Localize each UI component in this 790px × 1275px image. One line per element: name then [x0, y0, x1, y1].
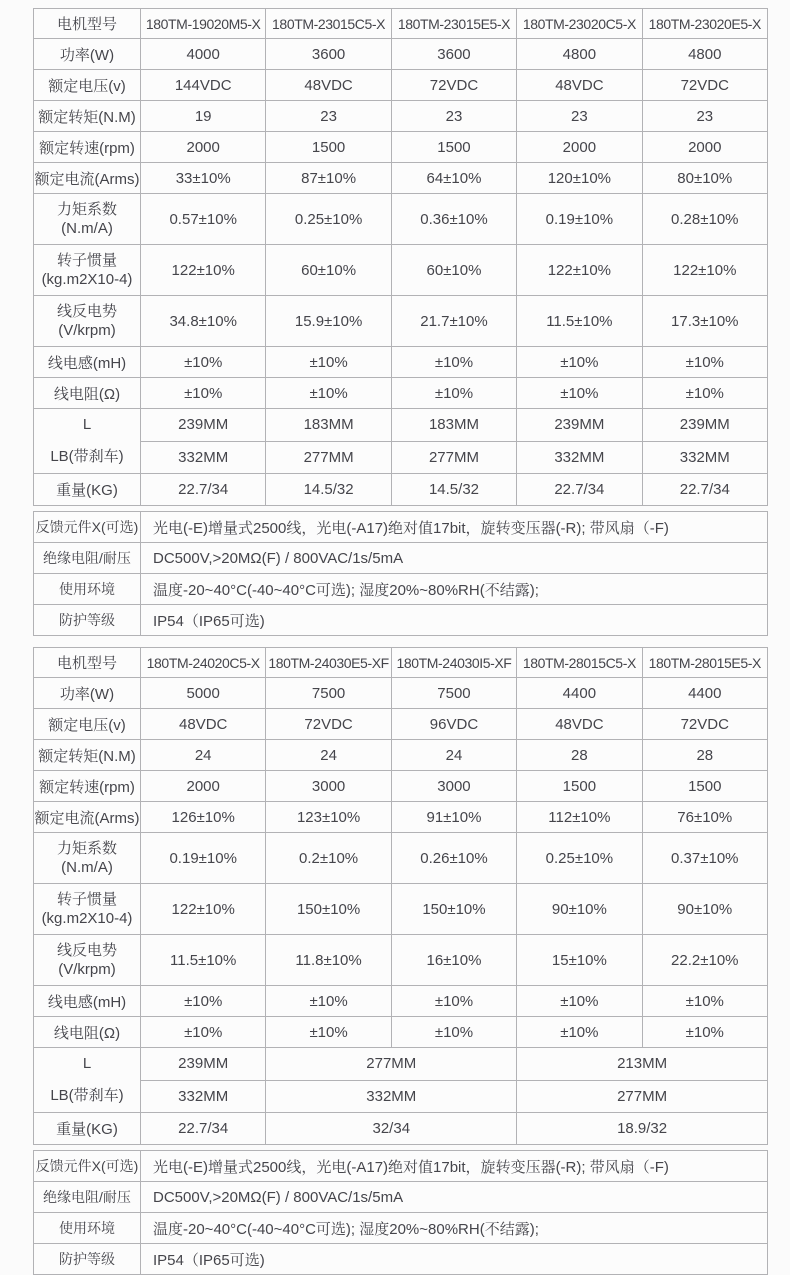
length-value-cell: 183MM: [391, 409, 516, 442]
row-label-cell: 功率(W): [34, 39, 141, 70]
motor-spec-table: [33, 8, 768, 506]
spec-value-cell: 0.25±10%: [266, 194, 391, 245]
spec-row: [34, 986, 768, 1017]
spec-value-cell: ±10%: [642, 347, 767, 378]
spec-value-cell: ±10%: [141, 986, 266, 1017]
brake-length-value-cell: 332MM: [266, 1080, 517, 1113]
brake-length-value-cell: 332MM: [141, 441, 266, 474]
row-label-cell: [34, 884, 141, 935]
spec-row: [34, 245, 768, 296]
spec-value-cell: ±10%: [517, 347, 642, 378]
brake-length-value-cell: 277MM: [266, 441, 391, 474]
info-value-cell: 光电(-E)增量式2500线，光电(-A17)绝对值17bit，旋转变压器(-R); 带风扇（-F): [141, 1151, 768, 1182]
spec-value-cell: 122±10%: [141, 884, 266, 935]
spec-value-cell: 23: [642, 101, 767, 132]
row-label-line2: (V/krpm): [58, 322, 116, 339]
spec-value-cell: ±10%: [391, 347, 516, 378]
spec-value-cell: 122±10%: [517, 245, 642, 296]
table-body: [34, 1151, 768, 1275]
row-label-line2: (N.m/A): [61, 859, 113, 876]
row-label-cell: 线电阻(Ω): [34, 378, 141, 409]
motor-info-table: [33, 511, 768, 636]
model-name-cell: 180TM-24020C5-X: [141, 648, 266, 678]
row-label-cell: 线电阻(Ω): [34, 1017, 141, 1048]
spec-row: [34, 678, 768, 709]
model-name-cell: 180TM-23015C5-X: [266, 9, 391, 39]
model-name-cell: 180TM-28015C5-X: [517, 648, 642, 678]
model-name-cell: 180TM-23015E5-X: [391, 9, 516, 39]
spec-value-cell: 0.19±10%: [141, 833, 266, 884]
spec-value-cell: ±10%: [266, 986, 391, 1017]
spec-value-cell: 1500: [391, 132, 516, 163]
info-value-cell: DC500V,>20MΩ(F) / 800VAC/1s/5mA: [141, 543, 768, 574]
info-label-cell: 防护等级: [34, 1244, 141, 1275]
spec-value-cell: 0.2±10%: [266, 833, 391, 884]
row-label-cell: [34, 833, 141, 884]
spec-value-cell: 72VDC: [391, 70, 516, 101]
info-label-cell: 反馈元件X(可选): [34, 1151, 141, 1182]
spec-value-cell: ±10%: [391, 986, 516, 1017]
spec-value-cell: 48VDC: [266, 70, 391, 101]
spec-row: [34, 884, 768, 935]
row-label-line1: 转子惯量: [56, 252, 117, 269]
brake-length-value-cell: 277MM: [391, 441, 516, 474]
spec-value-cell: ±10%: [391, 378, 516, 409]
weight-value-cell: 22.7/34: [642, 474, 767, 506]
spec-row: [34, 378, 768, 409]
spec-row: [34, 833, 768, 884]
spec-value-cell: ±10%: [391, 1017, 516, 1048]
spec-value-cell: 2000: [141, 132, 266, 163]
spec-value-cell: 72VDC: [266, 709, 391, 740]
length-value-cell: 277MM: [266, 1048, 517, 1081]
weight-value-cell: 32/34: [266, 1113, 517, 1145]
spec-row: [34, 740, 768, 771]
spec-value-cell: 24: [141, 740, 266, 771]
spec-value-cell: 120±10%: [517, 163, 642, 194]
brake-length-value-cell: 332MM: [141, 1080, 266, 1113]
spec-value-cell: 112±10%: [517, 802, 642, 833]
spec-value-cell: 48VDC: [517, 70, 642, 101]
length-row: [34, 1048, 768, 1081]
weight-row: [34, 474, 768, 506]
model-name-cell: 180TM-23020C5-X: [517, 9, 642, 39]
spec-value-cell: 4800: [517, 39, 642, 70]
spec-value-cell: ±10%: [266, 1017, 391, 1048]
spec-value-cell: 150±10%: [391, 884, 516, 935]
info-row: [34, 1182, 768, 1213]
spec-value-cell: 1500: [642, 771, 767, 802]
info-label-cell: 绝缘电阻/耐压: [34, 543, 141, 574]
spec-value-cell: 96VDC: [391, 709, 516, 740]
spec-value-cell: 0.25±10%: [517, 833, 642, 884]
spec-value-cell: 1500: [517, 771, 642, 802]
row-label-cell: 额定电流(Arms): [34, 163, 141, 194]
row-label-line1: 线反电势: [56, 303, 117, 320]
length-value-cell: 213MM: [517, 1048, 768, 1081]
spec-value-cell: 22.2±10%: [642, 935, 767, 986]
spec-value-cell: 2000: [642, 132, 767, 163]
spec-value-cell: 11.8±10%: [266, 935, 391, 986]
spec-value-cell: 122±10%: [141, 245, 266, 296]
spec-value-cell: 7500: [391, 678, 516, 709]
info-row: [34, 1151, 768, 1182]
spec-value-cell: 60±10%: [391, 245, 516, 296]
spec-value-cell: 24: [266, 740, 391, 771]
spec-value-cell: 87±10%: [266, 163, 391, 194]
spec-row: [34, 935, 768, 986]
spec-value-cell: 122±10%: [642, 245, 767, 296]
model-name-cell: 180TM-23020E5-X: [642, 9, 767, 39]
spec-row: [34, 709, 768, 740]
spec-row: [34, 296, 768, 347]
row-label-cell: 额定电压(v): [34, 709, 141, 740]
weight-value-cell: 22.7/34: [141, 1113, 266, 1145]
info-value-cell: 光电(-E)增量式2500线，光电(-A17)绝对值17bit，旋转变压器(-R); 带风扇（-F): [141, 512, 768, 543]
spec-value-cell: 28: [517, 740, 642, 771]
row-label-line1: 转子惯量: [56, 891, 117, 908]
spec-value-cell: ±10%: [642, 986, 767, 1017]
spec-value-cell: 2000: [141, 771, 266, 802]
spec-value-cell: 123±10%: [266, 802, 391, 833]
spec-value-cell: ±10%: [141, 1017, 266, 1048]
table-body: [34, 648, 768, 1145]
spec-value-cell: ±10%: [517, 986, 642, 1017]
info-value-cell: IP54（IP65可选): [141, 1244, 768, 1275]
row-label-cell: 额定电压(v): [34, 70, 141, 101]
spec-value-cell: 48VDC: [517, 709, 642, 740]
spec-value-cell: 150±10%: [266, 884, 391, 935]
length-label-lb: LB(带刹车): [50, 448, 124, 465]
weight-value-cell: 18.9/32: [517, 1113, 768, 1145]
model-name-cell: 180TM-24030I5-XF: [391, 648, 516, 678]
row-label-line2: (kg.m2X10-4): [41, 271, 133, 288]
row-label-cell: 额定转速(rpm): [34, 771, 141, 802]
spec-value-cell: ±10%: [266, 378, 391, 409]
info-row: [34, 543, 768, 574]
spec-value-cell: ±10%: [642, 378, 767, 409]
spec-value-cell: 90±10%: [517, 884, 642, 935]
spec-value-cell: 0.26±10%: [391, 833, 516, 884]
spec-row: [34, 163, 768, 194]
spec-row: [34, 39, 768, 70]
spec-row: [34, 194, 768, 245]
spec-value-cell: 91±10%: [391, 802, 516, 833]
brake-length-row: [34, 1080, 768, 1113]
length-label-cell: [34, 409, 141, 474]
length-label-lb: LB(带刹车): [50, 1087, 124, 1104]
spec-value-cell: 90±10%: [642, 884, 767, 935]
row-label-line1: 线反电势: [56, 942, 117, 959]
row-label-line2: (kg.m2X10-4): [41, 910, 133, 927]
spec-value-cell: 0.19±10%: [517, 194, 642, 245]
spec-value-cell: ±10%: [141, 347, 266, 378]
spec-value-cell: 33±10%: [141, 163, 266, 194]
weight-label-cell: 重量(KG): [34, 474, 141, 506]
spec-value-cell: 15±10%: [517, 935, 642, 986]
spec-value-cell: ±10%: [141, 378, 266, 409]
spec-value-cell: 80±10%: [642, 163, 767, 194]
model-name-cell: 180TM-24030E5-XF: [266, 648, 391, 678]
spec-value-cell: 24: [391, 740, 516, 771]
row-label-line2: (N.m/A): [61, 220, 113, 237]
spec-row: [34, 347, 768, 378]
row-label-line1: 力矩系数: [56, 840, 117, 857]
weight-label-cell: 重量(KG): [34, 1113, 141, 1145]
spec-value-cell: 17.3±10%: [642, 296, 767, 347]
length-value-cell: 239MM: [141, 1048, 266, 1081]
info-row: [34, 1244, 768, 1275]
info-row: [34, 512, 768, 543]
info-row: [34, 605, 768, 636]
info-label-cell: 使用环境: [34, 574, 141, 605]
header-label-cell: 电机型号: [34, 648, 141, 678]
table-body: [34, 9, 768, 506]
header-label-cell: 电机型号: [34, 9, 141, 39]
spec-value-cell: 7500: [266, 678, 391, 709]
weight-value-cell: 14.5/32: [391, 474, 516, 506]
length-value-cell: 239MM: [517, 409, 642, 442]
info-row: [34, 1213, 768, 1244]
model-name-cell: 180TM-19020M5-X: [141, 9, 266, 39]
row-label-cell: 额定转矩(N.M): [34, 740, 141, 771]
header-row: [34, 648, 768, 678]
spec-value-cell: 11.5±10%: [517, 296, 642, 347]
row-label-cell: 额定转速(rpm): [34, 132, 141, 163]
weight-row: [34, 1113, 768, 1145]
spec-value-cell: 3600: [391, 39, 516, 70]
spec-value-cell: 3600: [266, 39, 391, 70]
spec-value-cell: 34.8±10%: [141, 296, 266, 347]
row-label-cell: 线电感(mH): [34, 347, 141, 378]
spec-value-cell: 16±10%: [391, 935, 516, 986]
brake-length-value-cell: 332MM: [517, 441, 642, 474]
info-label-cell: 防护等级: [34, 605, 141, 636]
motor-spec-block-1: [33, 8, 790, 636]
info-row: [34, 574, 768, 605]
info-value-cell: 温度-20~40°C(-40~40°C可选); 湿度20%~80%RH(不结露);: [141, 1213, 768, 1244]
spec-value-cell: 19: [141, 101, 266, 132]
spec-value-cell: 23: [517, 101, 642, 132]
spec-value-cell: 11.5±10%: [141, 935, 266, 986]
info-label-cell: 使用环境: [34, 1213, 141, 1244]
spec-value-cell: ±10%: [266, 347, 391, 378]
spec-value-cell: 76±10%: [642, 802, 767, 833]
length-row: [34, 409, 768, 442]
spec-value-cell: 1500: [266, 132, 391, 163]
table-body: [34, 512, 768, 636]
spec-value-cell: ±10%: [517, 378, 642, 409]
spec-row: [34, 101, 768, 132]
header-row: [34, 9, 768, 39]
spec-value-cell: ±10%: [642, 1017, 767, 1048]
weight-value-cell: 22.7/34: [517, 474, 642, 506]
row-label-cell: 额定电流(Arms): [34, 802, 141, 833]
spec-value-cell: 0.57±10%: [141, 194, 266, 245]
motor-info-table: [33, 1150, 768, 1275]
brake-length-value-cell: 332MM: [642, 441, 767, 474]
row-label-cell: [34, 245, 141, 296]
spec-value-cell: 4400: [642, 678, 767, 709]
model-name-cell: 180TM-28015E5-X: [642, 648, 767, 678]
spec-value-cell: 15.9±10%: [266, 296, 391, 347]
spec-value-cell: 48VDC: [141, 709, 266, 740]
row-label-cell: 功率(W): [34, 678, 141, 709]
weight-value-cell: 22.7/34: [141, 474, 266, 506]
spec-value-cell: 4800: [642, 39, 767, 70]
info-value-cell: IP54（IP65可选): [141, 605, 768, 636]
spec-value-cell: 21.7±10%: [391, 296, 516, 347]
length-value-cell: 239MM: [141, 409, 266, 442]
spec-row: [34, 771, 768, 802]
spec-value-cell: 64±10%: [391, 163, 516, 194]
row-label-cell: 线电感(mH): [34, 986, 141, 1017]
spec-value-cell: 126±10%: [141, 802, 266, 833]
brake-length-row: [34, 441, 768, 474]
spec-value-cell: 0.36±10%: [391, 194, 516, 245]
spec-value-cell: 72VDC: [642, 70, 767, 101]
spec-row: [34, 70, 768, 101]
length-value-cell: 183MM: [266, 409, 391, 442]
spec-row: [34, 802, 768, 833]
motor-spec-block-2: [33, 647, 790, 1275]
length-value-cell: 239MM: [642, 409, 767, 442]
spec-value-cell: 3000: [266, 771, 391, 802]
spec-row: [34, 1017, 768, 1048]
brake-length-value-cell: 277MM: [517, 1080, 768, 1113]
spec-value-cell: 60±10%: [266, 245, 391, 296]
weight-value-cell: 14.5/32: [266, 474, 391, 506]
spec-value-cell: 28: [642, 740, 767, 771]
spec-value-cell: 72VDC: [642, 709, 767, 740]
row-label-line2: (V/krpm): [58, 961, 116, 978]
spec-value-cell: 144VDC: [141, 70, 266, 101]
spec-value-cell: 3000: [391, 771, 516, 802]
info-label-cell: 绝缘电阻/耐压: [34, 1182, 141, 1213]
row-label-cell: 额定转矩(N.M): [34, 101, 141, 132]
info-label-cell: 反馈元件X(可选): [34, 512, 141, 543]
length-label-cell: [34, 1048, 141, 1113]
info-value-cell: 温度-20~40°C(-40~40°C可选); 湿度20%~80%RH(不结露);: [141, 574, 768, 605]
motor-spec-table: [33, 647, 768, 1145]
row-label-cell: [34, 296, 141, 347]
spec-value-cell: 4000: [141, 39, 266, 70]
spec-value-cell: 5000: [141, 678, 266, 709]
spec-value-cell: 2000: [517, 132, 642, 163]
spec-value-cell: 23: [266, 101, 391, 132]
spec-value-cell: 0.37±10%: [642, 833, 767, 884]
row-label-cell: [34, 194, 141, 245]
info-value-cell: DC500V,>20MΩ(F) / 800VAC/1s/5mA: [141, 1182, 768, 1213]
row-label-cell: [34, 935, 141, 986]
spec-row: [34, 132, 768, 163]
spec-value-cell: ±10%: [517, 1017, 642, 1048]
spec-value-cell: 0.28±10%: [642, 194, 767, 245]
length-label-l: L: [82, 1055, 92, 1072]
row-label-line1: 力矩系数: [56, 201, 117, 218]
spec-value-cell: 23: [391, 101, 516, 132]
spec-value-cell: 4400: [517, 678, 642, 709]
length-label-l: L: [82, 416, 92, 433]
